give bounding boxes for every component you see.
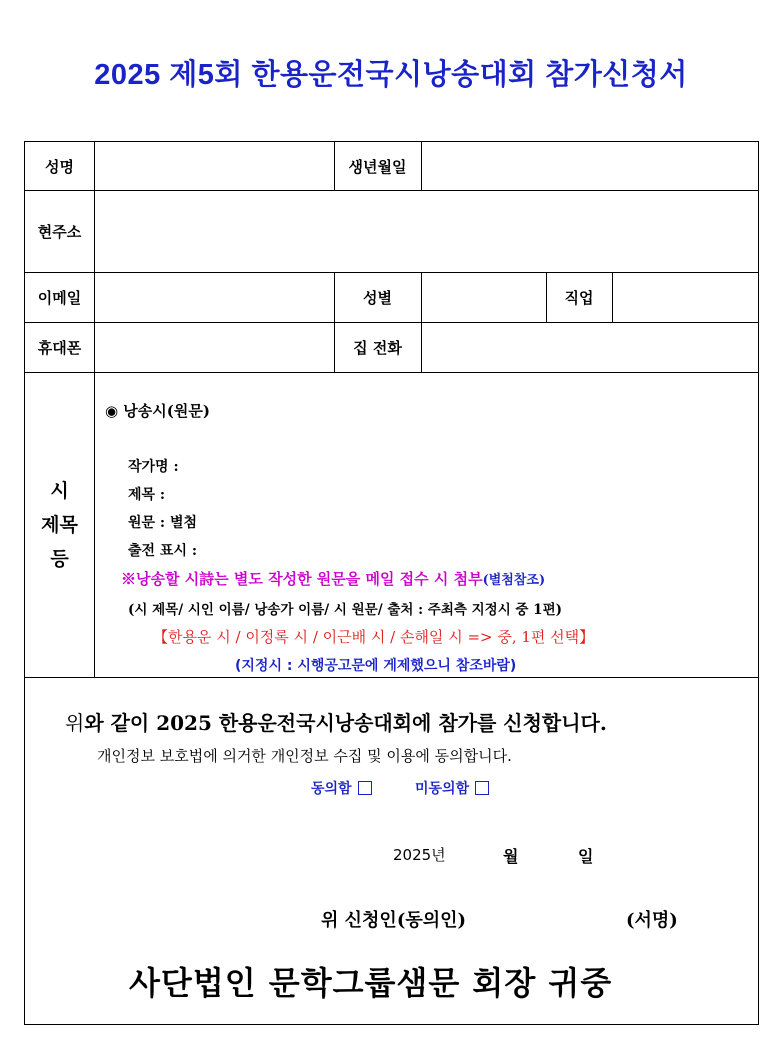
poem-notice-ref: (별첨참조) xyxy=(482,573,546,588)
applicant-label: 위 신청인(동의인) xyxy=(321,910,467,931)
birth-label: 생년월일 xyxy=(348,157,407,176)
poem-author[interactable]: 작가명 : xyxy=(128,459,179,475)
poem-designated: (지정시 : 시행공고문에 게제했으니 참조바람) xyxy=(235,658,517,674)
birth-field[interactable] xyxy=(422,143,758,189)
email-label: 이메일 xyxy=(37,288,82,307)
date-month[interactable]: 월 xyxy=(503,847,519,866)
home-phone-field[interactable] xyxy=(422,323,758,371)
name-field[interactable] xyxy=(95,143,333,189)
email-field[interactable] xyxy=(95,273,333,321)
gender-label: 성별 xyxy=(363,288,392,307)
disagree-option[interactable] xyxy=(415,778,489,798)
form-title: 2025 제5회 한용운전국시낭송대회 참가신청서 xyxy=(94,59,688,91)
recipient: 사단법인 문학그룹샘문 회장 귀중 xyxy=(129,964,613,1002)
job-label: 직업 xyxy=(564,288,594,307)
disagree-label: 미동의함 xyxy=(415,781,470,797)
address-label: 현주소 xyxy=(37,222,82,241)
date-day[interactable]: 일 xyxy=(578,847,594,866)
agree-option[interactable] xyxy=(311,778,372,798)
poem-notice xyxy=(121,568,545,589)
agreement-main xyxy=(65,707,607,736)
name-label: 성명 xyxy=(45,157,74,176)
job-field[interactable] xyxy=(613,273,758,321)
poem-source[interactable]: 출전 표시 : xyxy=(128,543,198,559)
mobile-label: 휴대폰 xyxy=(37,338,82,357)
mobile-field[interactable] xyxy=(95,323,333,371)
poem-original[interactable]: 원문 : 별첨 xyxy=(128,515,198,531)
poem-format: (시 제목/ 시인 이름/ 낭송가 이름/ 시 원문/ 출처 : 주최측 지정시 중 1편) xyxy=(128,602,562,618)
gender-field[interactable] xyxy=(422,273,545,321)
date-year: 2025년 xyxy=(393,846,446,864)
address-field[interactable] xyxy=(95,191,758,271)
privacy-consent: 개인정보 보호법에 의거한 개인정보 수집 및 이용에 동의합니다. xyxy=(97,747,512,765)
poem-type: ◉ 낭송시(원문) xyxy=(105,402,210,420)
agree-checkbox[interactable] xyxy=(358,781,372,795)
poem-title-label: 시 제목 등 xyxy=(41,479,78,570)
poem-notice-main: ※낭송할 시詩는 별도 작성한 원문을 메일 접수 시 첨부 xyxy=(121,570,483,588)
row-divider xyxy=(25,677,758,678)
disagree-checkbox[interactable] xyxy=(475,781,489,795)
poem-subject[interactable]: 제목 : xyxy=(128,487,166,503)
agree-label: 동의함 xyxy=(311,781,352,797)
home-phone-label: 집 전화 xyxy=(353,338,402,357)
poem-choices: 【한용운 시 / 이정록 시 / 이근배 시 / 손해일 시 => 중, 1편 선택】 xyxy=(153,628,595,646)
application-form xyxy=(24,141,759,1025)
agreement-main-prefix: 위 xyxy=(65,711,85,735)
signature-label[interactable]: (서명) xyxy=(626,910,678,931)
row-divider xyxy=(25,372,758,373)
agreement-main-text: 와 같이 2025 한용운전국시낭송대회에 참가를 신청합니다. xyxy=(84,711,607,735)
